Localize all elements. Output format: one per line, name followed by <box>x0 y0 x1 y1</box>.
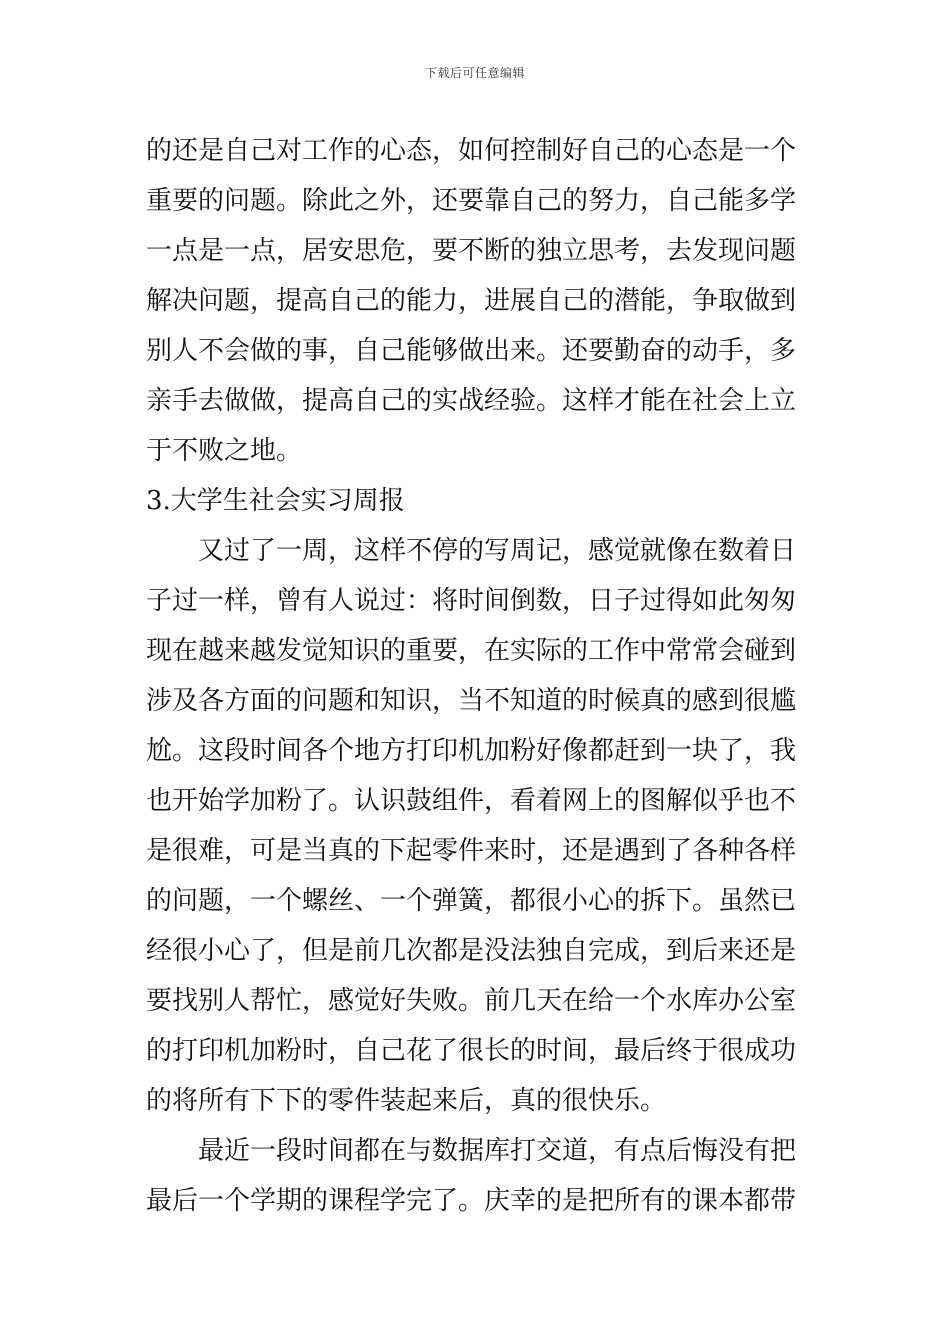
text-line: 的将所有下下的零件装起来后，真的很快乐。 <box>146 1086 667 1116</box>
text-line: 解决问题，提高自己的能力，进展自己的潜能，争取做到 <box>146 286 797 316</box>
document-body <box>146 126 808 1226</box>
text-line: 经很小心了，但是前几次都是没法独自完成，到后来还是 <box>146 936 797 966</box>
text-line: 重要的问题。除此之外，还要靠自己的努力，自己能多学 <box>146 186 797 216</box>
text-line: 别人不会做的事，自己能够做出来。还要勤奋的动手，多 <box>146 336 797 366</box>
text-line: 现在越来越发觉知识的重要，在实际的工作中常常会碰到 <box>146 636 797 666</box>
text-line: 也开始学加粉了。认识鼓组件，看着网上的图解似乎也不 <box>146 786 797 816</box>
text-line: 是很难，可是当真的下起零件来时，还是遇到了各种各样 <box>146 836 797 866</box>
text-line: 最后一个学期的课程学完了。庆幸的是把所有的课本都带 <box>146 1186 797 1216</box>
text-line: 最近一段时间都在与数据库打交道，有点后悔没有把 <box>198 1136 797 1166</box>
section-heading: 3.大学生社会实习周报 <box>146 486 405 516</box>
text-line: 子过一样，曾有人说过：将时间倒数，日子过得如此匆匆 <box>146 586 797 616</box>
text-line: 要找别人帮忙，感觉好失败。前几天在给一个水库办公室 <box>146 986 797 1016</box>
text-line: 亲手去做做，提高自己的实战经验。这样才能在社会上立 <box>146 386 797 416</box>
text-line: 尬。这段时间各个地方打印机加粉好像都赶到一块了，我 <box>146 736 797 766</box>
text-line: 又过了一周，这样不停的写周记，感觉就像在数着日 <box>198 536 797 566</box>
page-header: 下载后可任意编辑 <box>424 66 525 80</box>
text-line: 于不败之地。 <box>146 436 303 466</box>
text-line: 一点是一点，居安思危，要不断的独立思考，去发现问题 <box>146 236 797 266</box>
text-line: 涉及各方面的问题和知识，当不知道的时候真的感到很尴 <box>146 686 797 716</box>
text-line: 的打印机加粉时，自己花了很长的时间，最后终于很成功 <box>146 1036 797 1066</box>
text-line: 的问题，一个螺丝、一个弹簧，都很小心的拆下。虽然已 <box>146 886 797 916</box>
text-line: 的还是自己对工作的心态，如何控制好自己的心态是一个 <box>146 136 797 166</box>
